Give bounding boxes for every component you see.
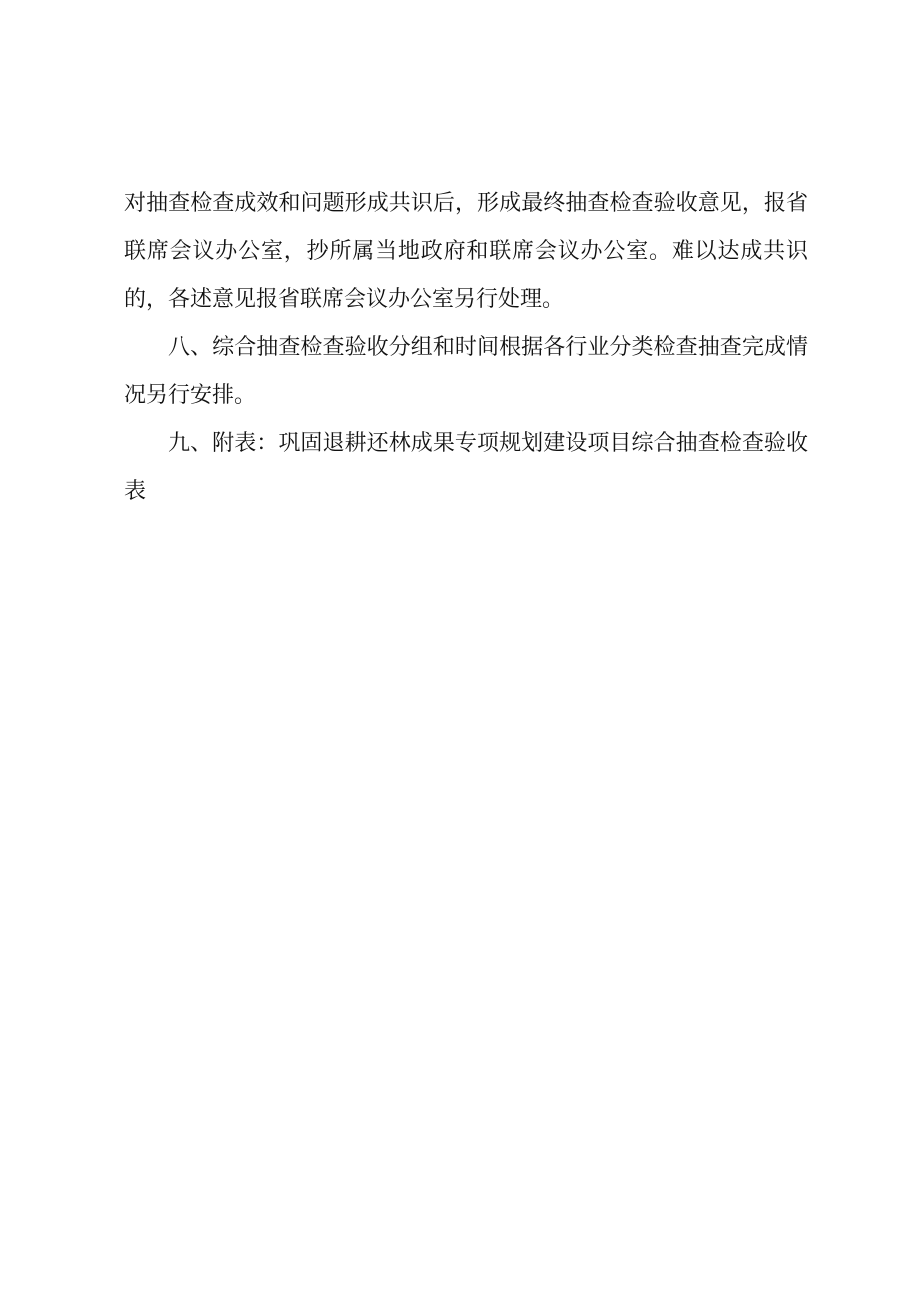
paragraph-section-8: 八、综合抽查检查验收分组和时间根据各行业分类检查抽查完成情况另行安排。 (124, 335, 808, 408)
paragraph-section-9: 九、附表：巩固退耕还林成果专项规划建设项目综合抽查检查验收表 (124, 431, 808, 504)
paragraph-continuation: 对抽查检查成效和问题形成共识后，形成最终抽查检查验收意见，报省联席会议办公室，抄所属当地政府和联席会议办公室。难以达成共识的，各述意见报省联席会议办公室另行处理。 (124, 191, 808, 312)
document-body (124, 180, 808, 516)
